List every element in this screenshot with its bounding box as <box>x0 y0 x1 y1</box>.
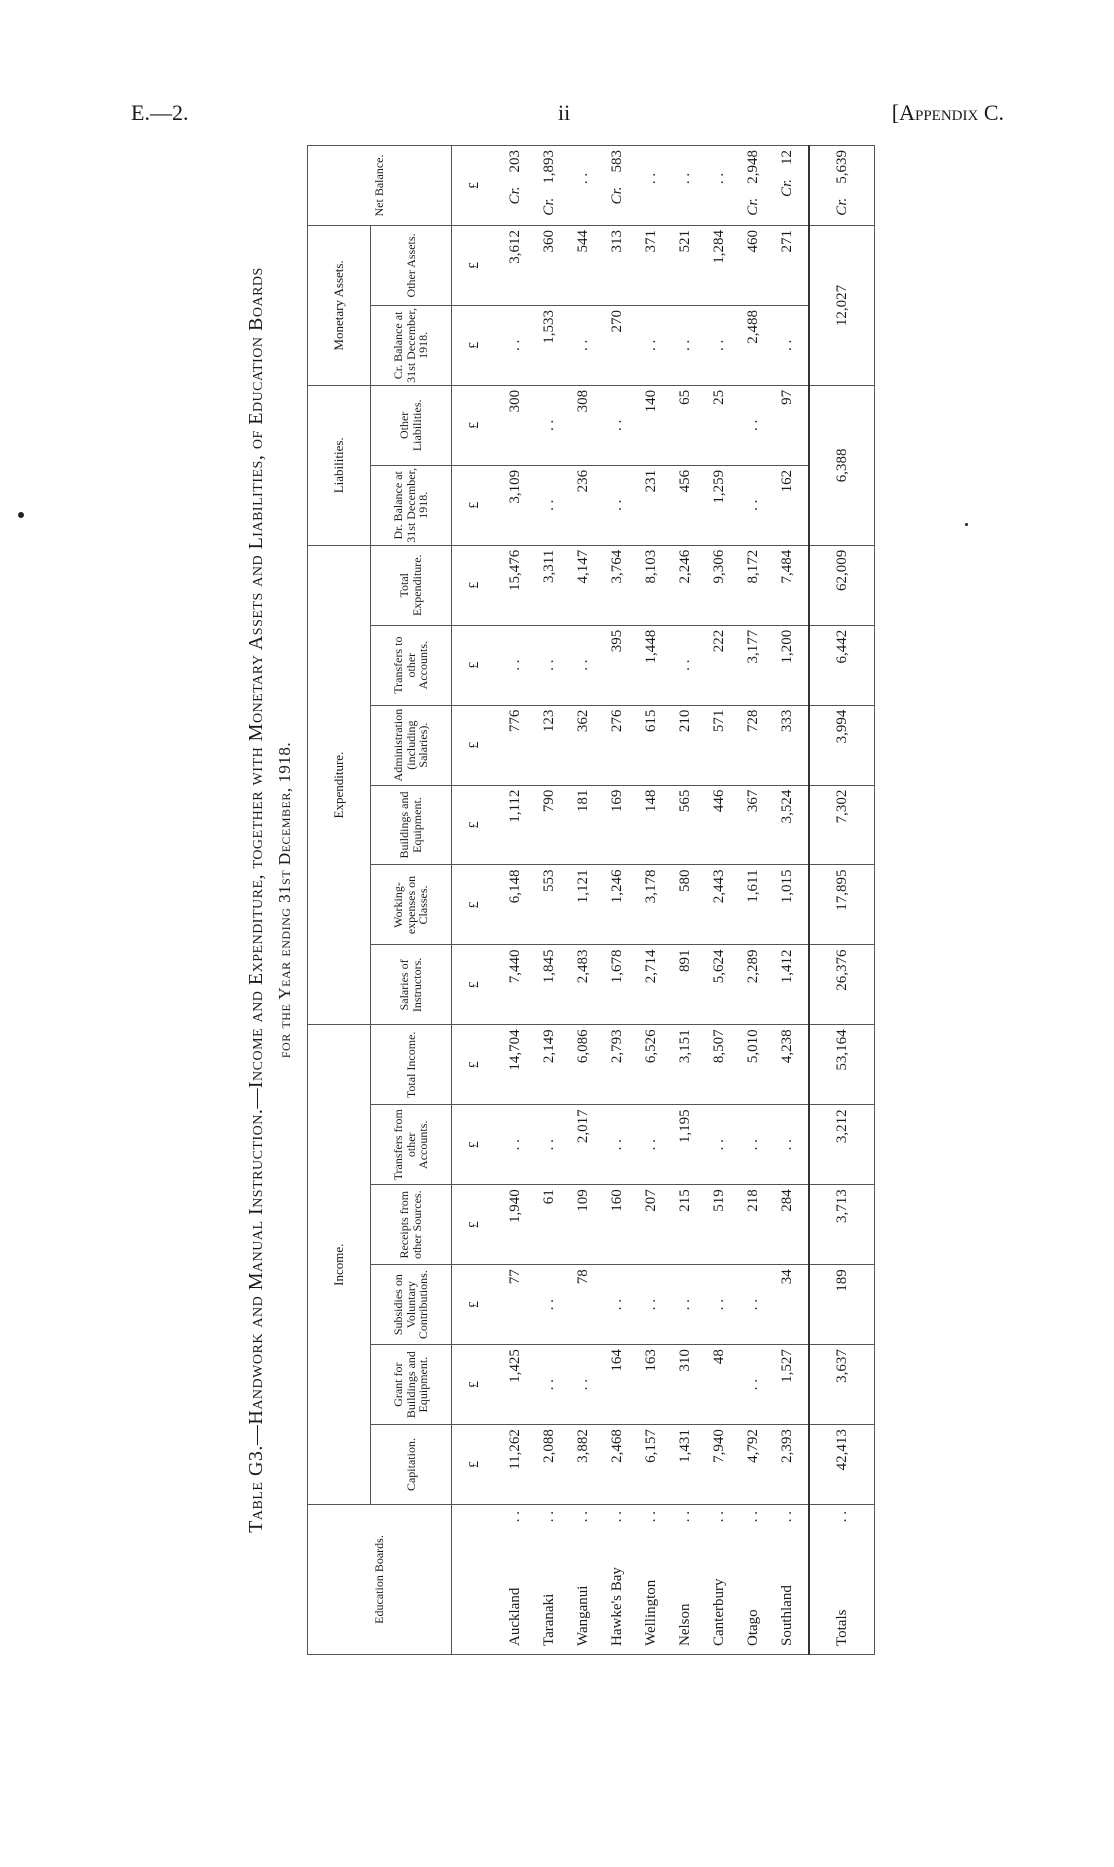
currency-cell: £ <box>452 146 499 226</box>
cell-other-liab: 97 <box>770 385 809 465</box>
cell-other-assets: 1,284 <box>702 226 736 306</box>
cell-net-balance <box>668 146 702 226</box>
currency-row <box>452 146 499 1655</box>
board-cell <box>566 1505 600 1655</box>
cell-salaries: 1,678 <box>600 945 634 1025</box>
cell-cr-balance: . . <box>702 305 736 385</box>
cell-total-exp: 7,484 <box>770 545 809 625</box>
margin-speck <box>18 512 24 518</box>
net-value: . . <box>574 172 591 185</box>
total-liabilities: 6,388 <box>809 385 875 545</box>
currency-cell: £ <box>452 1425 499 1505</box>
cell-dr-balance: 3,109 <box>498 465 532 545</box>
group-header-expenditure: Expenditure. <box>308 545 371 1025</box>
cell-other-liab: 300 <box>498 385 532 465</box>
cell-cr-balance: 1,533 <box>532 305 566 385</box>
net-value: 2,948 <box>744 150 761 184</box>
currency-cell: £ <box>452 1185 499 1265</box>
cell-subsidies: 78 <box>566 1265 600 1345</box>
col-header-receipts: Receipts from other Sources. <box>371 1185 452 1265</box>
board-name: Nelson <box>676 1603 693 1646</box>
cell-grant: . . <box>566 1345 600 1425</box>
cell-net-balance <box>736 146 770 226</box>
cell-buildings: 565 <box>668 785 702 865</box>
cell-total-exp: 3,764 <box>600 545 634 625</box>
cell-net-balance <box>634 146 668 226</box>
cell-grant: 310 <box>668 1345 702 1425</box>
net-prefix: Cr. <box>744 197 761 216</box>
cell-buildings: 148 <box>634 785 668 865</box>
cell-subsidies: . . <box>532 1265 566 1345</box>
cell-grant: 163 <box>634 1345 668 1425</box>
margin-speck <box>965 523 968 526</box>
col-header-other-assets: Other Assets. <box>371 226 452 306</box>
leader-dots: . . <box>833 1511 850 1523</box>
col-header-total-income: Total Income. <box>371 1025 452 1105</box>
cell-dr-balance: 236 <box>566 465 600 545</box>
cell-receipts: 215 <box>668 1185 702 1265</box>
cell-net-balance <box>702 146 736 226</box>
total-admin: 3,994 <box>809 705 875 785</box>
net-value: . . <box>676 172 693 185</box>
table-row <box>736 146 770 1655</box>
board-cell <box>532 1505 566 1655</box>
currency-cell: £ <box>452 305 499 385</box>
cell-net-balance <box>600 146 634 226</box>
total-grant: 3,637 <box>809 1345 875 1425</box>
cell-buildings: 1,112 <box>498 785 532 865</box>
cell-total-income: 14,704 <box>498 1025 532 1105</box>
cell-total-exp: 2,246 <box>668 545 702 625</box>
total-buildings: 7,302 <box>809 785 875 865</box>
cell-net-balance <box>532 146 566 226</box>
cell-other-assets: 371 <box>634 226 668 306</box>
cell-other-assets: 521 <box>668 226 702 306</box>
cell-subsidies: . . <box>668 1265 702 1345</box>
total-capitation: 42,413 <box>809 1425 875 1505</box>
totals-label-cell <box>809 1505 875 1655</box>
net-value: 203 <box>506 150 523 173</box>
leader-dots: . . <box>608 1511 625 1523</box>
cell-capitation: 2,393 <box>770 1425 809 1505</box>
cell-salaries: 2,289 <box>736 945 770 1025</box>
cell-other-assets: 460 <box>736 226 770 306</box>
col-header-transfers-to: Transfers to other Accounts. <box>371 625 452 705</box>
board-name: Taranaki <box>540 1593 557 1646</box>
leader-dots: . . <box>574 1511 591 1523</box>
cell-admin: 362 <box>566 705 600 785</box>
table-row <box>600 146 634 1655</box>
total-income: 53,164 <box>809 1025 875 1105</box>
currency-cell: £ <box>452 785 499 865</box>
total-assets: 12,027 <box>809 226 875 386</box>
totals-label: Totals <box>833 1609 850 1646</box>
cell-transfers-from: . . <box>634 1105 668 1185</box>
cell-grant: . . <box>736 1345 770 1425</box>
cell-receipts: 218 <box>736 1185 770 1265</box>
currency-cell: £ <box>452 1105 499 1185</box>
cell-other-liab: . . <box>600 385 634 465</box>
cell-total-income: 4,238 <box>770 1025 809 1105</box>
cell-capitation: 7,940 <box>702 1425 736 1505</box>
cell-total-income: 3,151 <box>668 1025 702 1105</box>
cell-working: 6,148 <box>498 865 532 945</box>
cell-other-liab: 25 <box>702 385 736 465</box>
cell-admin: 123 <box>532 705 566 785</box>
table-row <box>702 146 736 1655</box>
cell-salaries: 5,624 <box>702 945 736 1025</box>
currency-cell: £ <box>452 1345 499 1425</box>
board-cell <box>498 1505 532 1655</box>
cell-cr-balance: 270 <box>600 305 634 385</box>
cell-salaries: 891 <box>668 945 702 1025</box>
cell-capitation: 4,792 <box>736 1425 770 1505</box>
board-cell <box>600 1505 634 1655</box>
cell-cr-balance: . . <box>770 305 809 385</box>
cell-transfers-to: . . <box>566 625 600 705</box>
cell-receipts: 207 <box>634 1185 668 1265</box>
cell-working: 1,121 <box>566 865 600 945</box>
col-header-capitation: Capitation. <box>371 1425 452 1505</box>
cell-transfers-to: 222 <box>702 625 736 705</box>
cell-total-income: 6,526 <box>634 1025 668 1105</box>
cell-dr-balance: 162 <box>770 465 809 545</box>
currency-cell: £ <box>452 545 499 625</box>
table-row <box>634 146 668 1655</box>
cell-other-assets: 544 <box>566 226 600 306</box>
cell-total-exp: 8,172 <box>736 545 770 625</box>
cell-other-assets: 360 <box>532 226 566 306</box>
cell-transfers-to: . . <box>498 625 532 705</box>
leader-dots: . . <box>506 1511 523 1523</box>
table-subtitle: for the Year ending 31st December, 1918. <box>275 741 294 1059</box>
cell-admin: 333 <box>770 705 809 785</box>
cell-transfers-to: . . <box>532 625 566 705</box>
cell-cr-balance: . . <box>634 305 668 385</box>
cell-working: 1,246 <box>600 865 634 945</box>
cell-total-income: 8,507 <box>702 1025 736 1105</box>
cell-cr-balance: . . <box>566 305 600 385</box>
net-value: 12 <box>778 150 795 165</box>
cell-total-income: 5,010 <box>736 1025 770 1105</box>
board-name: Wellington <box>642 1579 659 1646</box>
page-code: E.—2. <box>131 100 189 125</box>
cell-dr-balance: . . <box>600 465 634 545</box>
cell-dr-balance: . . <box>532 465 566 545</box>
cell-dr-balance: . . <box>736 465 770 545</box>
cell-receipts: 109 <box>566 1185 600 1265</box>
cell-subsidies: 77 <box>498 1265 532 1345</box>
cell-grant: . . <box>532 1345 566 1425</box>
totals-row <box>809 146 875 1655</box>
cell-capitation: 11,262 <box>498 1425 532 1505</box>
cell-buildings: 3,524 <box>770 785 809 865</box>
net-value: . . <box>642 172 659 185</box>
leader-dots: . . <box>676 1511 693 1523</box>
cell-dr-balance: 1,259 <box>702 465 736 545</box>
cell-total-exp: 15,476 <box>498 545 532 625</box>
col-header-transfers-from: Transfers from other Accounts. <box>371 1105 452 1185</box>
cell-receipts: 284 <box>770 1185 809 1265</box>
finance-table <box>307 145 875 1655</box>
cell-buildings: 181 <box>566 785 600 865</box>
currency-cell: £ <box>452 865 499 945</box>
currency-cell: £ <box>452 226 499 306</box>
table-row <box>770 146 809 1655</box>
cell-capitation: 1,431 <box>668 1425 702 1505</box>
cell-working: 1,611 <box>736 865 770 945</box>
cell-other-assets: 271 <box>770 226 809 306</box>
cell-admin: 776 <box>498 705 532 785</box>
group-header-assets: Monetary Assets. <box>308 226 371 386</box>
cell-buildings: 446 <box>702 785 736 865</box>
leader-dots: . . <box>744 1511 761 1523</box>
cell-working: 580 <box>668 865 702 945</box>
appendix-label: [Appendix C. <box>891 100 1004 125</box>
cell-capitation: 3,882 <box>566 1425 600 1505</box>
net-prefix: Cr. <box>540 197 557 216</box>
cell-salaries: 7,440 <box>498 945 532 1025</box>
cell-total-income: 2,149 <box>532 1025 566 1105</box>
cell-transfers-from: . . <box>498 1105 532 1185</box>
board-cell <box>770 1505 809 1655</box>
cell-other-liab: 65 <box>668 385 702 465</box>
cell-dr-balance: 456 <box>668 465 702 545</box>
col-header-buildings: Buildings and Equipment. <box>371 785 452 865</box>
cell-total-exp: 3,311 <box>532 545 566 625</box>
cell-subsidies: . . <box>702 1265 736 1345</box>
group-header-liabilities: Liabilities. <box>308 385 371 545</box>
currency-cell: £ <box>452 465 499 545</box>
net-prefix <box>575 184 591 198</box>
col-header-other-liab: Other Liabilities. <box>371 385 452 465</box>
col-header-working: Working-expenses on Classes. <box>371 865 452 945</box>
col-header-board: Education Boards. <box>308 1505 452 1655</box>
table-row <box>668 146 702 1655</box>
cell-transfers-from: . . <box>770 1105 809 1185</box>
net-value: . . <box>710 172 727 185</box>
cell-admin: 728 <box>736 705 770 785</box>
cell-net-balance <box>498 146 532 226</box>
cell-admin: 615 <box>634 705 668 785</box>
total-net-balance-cell <box>809 146 875 226</box>
cell-working: 2,443 <box>702 865 736 945</box>
board-name: Hawke's Bay <box>608 1567 625 1646</box>
table-title: Table G3.—Handwork and Manual Instruction.—Income and Expenditure, together with Monetary Assets and Liabilities, of Education Boards <box>245 267 267 1533</box>
net-prefix <box>711 184 727 198</box>
board-name: Wanganui <box>574 1585 591 1646</box>
cell-total-income: 2,793 <box>600 1025 634 1105</box>
currency-cell: £ <box>452 1025 499 1105</box>
col-header-grant: Grant for Buildings and Equipment. <box>371 1345 452 1425</box>
cell-net-balance <box>770 146 809 226</box>
cell-admin: 210 <box>668 705 702 785</box>
cell-transfers-from: . . <box>532 1105 566 1185</box>
col-header-cr-balance: Cr. Balance at 31st December, 1918. <box>371 305 452 385</box>
net-prefix: Cr. <box>608 186 625 205</box>
cell-cr-balance: . . <box>498 305 532 385</box>
cell-buildings: 790 <box>532 785 566 865</box>
cell-receipts: 1,940 <box>498 1185 532 1265</box>
cell-total-exp: 8,103 <box>634 545 668 625</box>
total-receipts: 3,713 <box>809 1185 875 1265</box>
leader-dots: . . <box>778 1511 795 1523</box>
cell-capitation: 2,468 <box>600 1425 634 1505</box>
cell-subsidies: . . <box>634 1265 668 1345</box>
board-name: Otago <box>744 1609 761 1646</box>
cell-other-liab: . . <box>736 385 770 465</box>
cell-salaries: 2,483 <box>566 945 600 1025</box>
cell-transfers-from: . . <box>702 1105 736 1185</box>
col-header-dr-balance: Dr. Balance at 31st December, 1918. <box>371 465 452 545</box>
cell-net-balance <box>566 146 600 226</box>
cell-total-exp: 9,306 <box>702 545 736 625</box>
cell-admin: 276 <box>600 705 634 785</box>
cell-grant: 1,425 <box>498 1345 532 1425</box>
table-row <box>498 146 532 1655</box>
group-header-income: Income. <box>308 1025 371 1505</box>
cell-other-assets: 313 <box>600 226 634 306</box>
col-header-subsidies: Subsidies on Voluntary Contributions. <box>371 1265 452 1345</box>
total-transfers-from: 3,212 <box>809 1105 875 1185</box>
cell-other-liab: 308 <box>566 385 600 465</box>
net-prefix: Cr. <box>506 186 523 205</box>
board-name: Auckland <box>506 1587 523 1646</box>
cell-subsidies: . . <box>600 1265 634 1345</box>
col-header-total-exp: Total Expenditure. <box>371 545 452 625</box>
cell-other-assets: 3,612 <box>498 226 532 306</box>
net-prefix <box>677 184 693 198</box>
currency-cell: £ <box>452 385 499 465</box>
cell-working: 553 <box>532 865 566 945</box>
cell-transfers-to: 1,200 <box>770 625 809 705</box>
total-salaries: 26,376 <box>809 945 875 1025</box>
cell-cr-balance: 2,488 <box>736 305 770 385</box>
total-transfers-to: 6,442 <box>809 625 875 705</box>
table-row <box>532 146 566 1655</box>
currency-cell: £ <box>452 705 499 785</box>
cell-transfers-to: 395 <box>600 625 634 705</box>
cell-transfers-to: 3,177 <box>736 625 770 705</box>
col-header-admin: Administration (including Salaries). <box>371 705 452 785</box>
net-value: 583 <box>608 150 625 173</box>
board-name: Southland <box>778 1585 795 1646</box>
cell-transfers-from: 2,017 <box>566 1105 600 1185</box>
table-row <box>566 146 600 1655</box>
total-subsidies: 189 <box>809 1265 875 1345</box>
board-cell <box>634 1505 668 1655</box>
cell-dr-balance: 231 <box>634 465 668 545</box>
currency-cell: £ <box>452 625 499 705</box>
total-net-balance: 5,639 <box>833 150 850 184</box>
cell-buildings: 169 <box>600 785 634 865</box>
cell-transfers-from: . . <box>736 1105 770 1185</box>
cell-total-exp: 4,147 <box>566 545 600 625</box>
leader-dots: . . <box>642 1511 659 1523</box>
cell-receipts: 61 <box>532 1185 566 1265</box>
col-header-net-balance: Net Balance. <box>308 146 452 226</box>
cell-grant: 164 <box>600 1345 634 1425</box>
col-header-salaries: Salaries of Instructors. <box>371 945 452 1025</box>
cell-total-income: 6,086 <box>566 1025 600 1105</box>
cell-receipts: 160 <box>600 1185 634 1265</box>
cell-buildings: 367 <box>736 785 770 865</box>
net-prefix: Cr. <box>833 197 850 216</box>
leader-dots: . . <box>540 1511 557 1523</box>
cell-grant: 1,527 <box>770 1345 809 1425</box>
cell-other-liab: 140 <box>634 385 668 465</box>
board-cell <box>736 1505 770 1655</box>
cell-transfers-to: . . <box>668 625 702 705</box>
cell-capitation: 6,157 <box>634 1425 668 1505</box>
cell-working: 3,178 <box>634 865 668 945</box>
board-cell <box>702 1505 736 1655</box>
board-name: Canterbury <box>710 1578 727 1646</box>
page-number: ii <box>558 100 571 125</box>
cell-cr-balance: . . <box>668 305 702 385</box>
cell-transfers-from: 1,195 <box>668 1105 702 1185</box>
cell-transfers-from: . . <box>600 1105 634 1185</box>
cell-salaries: 2,714 <box>634 945 668 1025</box>
currency-cell: £ <box>452 945 499 1025</box>
total-expenditure: 62,009 <box>809 545 875 625</box>
cell-admin: 571 <box>702 705 736 785</box>
leader-dots: . . <box>710 1511 727 1523</box>
total-working: 17,895 <box>809 865 875 945</box>
net-prefix <box>643 184 659 198</box>
cell-grant: 48 <box>702 1345 736 1425</box>
cell-transfers-to: 1,448 <box>634 625 668 705</box>
rotated-table-region <box>245 145 965 1655</box>
net-value: 1,893 <box>540 150 557 184</box>
cell-subsidies: . . <box>736 1265 770 1345</box>
cell-other-liab: . . <box>532 385 566 465</box>
board-cell <box>668 1505 702 1655</box>
cell-salaries: 1,412 <box>770 945 809 1025</box>
net-prefix: Cr. <box>778 179 795 197</box>
cell-working: 1,015 <box>770 865 809 945</box>
cell-subsidies: 34 <box>770 1265 809 1345</box>
cell-salaries: 1,845 <box>532 945 566 1025</box>
cell-capitation: 2,088 <box>532 1425 566 1505</box>
currency-cell: £ <box>452 1265 499 1345</box>
cell-receipts: 519 <box>702 1185 736 1265</box>
